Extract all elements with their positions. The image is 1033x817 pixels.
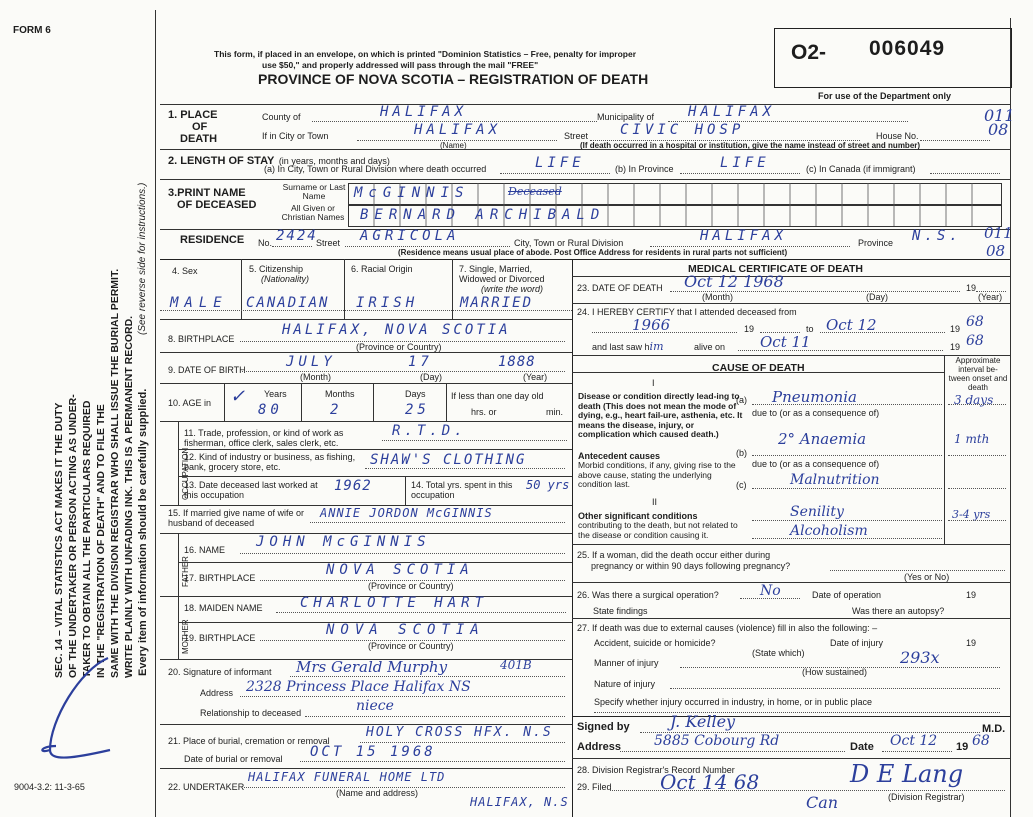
age-label: 10. AGE in [168,398,212,408]
to-century: 19 [950,324,961,334]
birthplace-label: 8. BIRTHPLACE [168,334,235,344]
mother-maiden-value: CHARLOTTE HART [300,595,489,611]
dod-label: 23. DATE OF DEATH [577,283,663,293]
cert-date-label: Date [850,741,874,753]
age-check: ✓ [230,386,246,407]
father-section: FATHER [181,556,190,587]
age-days: 25 [405,402,430,418]
envelope-note-2: use $50," and properly addressed will pass through the mail "FREE" [262,60,539,70]
mother-bp-caption: (Province or Country) [368,641,454,651]
due-to-2: due to (or as a consequence of) [752,459,880,469]
cause-b-value: 2° Anaemia [778,430,867,448]
residence-street-label: Street [316,238,341,248]
cert-address-label: Address [577,741,622,753]
race-value: IRISH [356,295,419,311]
c-marker: (c) [736,480,747,490]
residence-city: HALIFAX [700,228,788,244]
struck-text: Deceased [508,185,562,198]
relationship-value: niece [356,698,394,714]
signed-by-label: Signed by [577,721,630,733]
bottom-annotation: Can [806,793,839,812]
signed-by-value: J. Kelley [670,712,736,731]
other-text: contributing to the death, but not related to the disease or condition causing it. [578,520,738,540]
q24-label: 24. I HEREBY CERTIFY that I attended deceased from [577,307,797,317]
house-label: House No. [876,131,919,141]
informant-address-label: Address [200,688,234,698]
mother-bp-label: 19. BIRTHPLACE [184,633,256,643]
nature-label: Nature of injury [594,679,656,689]
dob-day-caption: (Day) [420,372,442,382]
given-value: BERNARD ARCHIBALD [360,207,606,223]
q14-label: 14. Total yrs. spent in this occupation [411,480,513,500]
alive-on-label: alive on [694,342,726,352]
roman-one: I [652,378,655,388]
years-label: Years [264,389,287,399]
antecedent-text: Morbid conditions, if any, giving rise to the above cause, stating the underlying condition last. [578,460,736,489]
relationship-label: Relationship to deceased [200,708,302,718]
accident-label: Accident, suicide or homicide? [594,638,716,648]
q11-value: R.T.D. [392,423,467,439]
envelope-note-1: This form, if placed in an envelope, on which is printed "Dominion Statistics – Free, penalty for improper [214,49,637,59]
manner-label: Manner of injury [594,658,659,668]
date-injury-label: Date of injury [830,638,884,648]
residence-no: 2424 [276,228,318,244]
undertaker-value: HALIFAX FUNERAL HOME LTD [248,770,446,784]
b-marker: (b) [736,448,747,458]
burial-place-value: HOLY CROSS HFX. N.S [366,725,553,740]
date-operation-label: Date of operation [812,590,882,600]
residence-city-label: City, Town or Rural Division [514,238,624,248]
dob-day: 17 [408,354,433,370]
municipality-label: Municipality of [597,112,655,122]
dob-month: JULY [286,354,336,370]
burial-date-label: Date of burial or removal [184,754,283,764]
stay-b-label: (b) In Province [615,164,674,174]
registrar-caption: (Division Registrar) [888,792,965,802]
residence-no-label: No. [258,238,273,248]
md-label: M.D. [982,723,1006,735]
reverse-side-note: (See reverse side for instructions.) [137,182,148,335]
other-cond-2: Alcoholism [790,523,868,539]
q29-label: 29. Filed [577,782,612,792]
mother-bp-value: NOVA SCOTIA [326,622,485,638]
other-interval: 3-4 yrs [952,508,991,521]
filed-value: Oct 14 68 [660,770,760,794]
disease-text: Disease or condition directly lead-ing to death (This does not mean the mode of dying, e.g., heart fail-ure, asthenia, etc. It means the disease, injury, or complication which caused death.) [578,391,743,439]
due-to-1: due to (or as a consequence of) [752,408,880,418]
reg-prefix: O2- [791,41,827,64]
surname-label: Surname or Last Name [282,182,346,201]
q26-answer: No [760,583,781,599]
age-years: 80 [258,402,283,418]
cause-header: CAUSE OF DEATH [712,362,805,374]
q27-label: 27. If death was due to external causes (violence) fill in also the following: – [577,623,878,633]
marital-value: MARRIED [460,295,534,311]
cert-date-value: Oct 12 [890,733,938,749]
sex-label: 4. Sex [172,266,198,276]
surname-value: McGINNIS [354,185,470,201]
q11-label: 11. Trade, profession, or kind of work as fisherman, office clerk, sales clerk, etc. [184,428,344,448]
last-saw-label: and last saw him [592,340,664,353]
form-title: PROVINCE OF NOVA SCOTIA – REGISTRATION OF DEATH [258,71,649,87]
print-code: 9004-3.2: 11-3-65 [14,782,85,792]
age-months: 2 [330,402,343,418]
other-cond-1: Senility [790,504,844,520]
specify-label: Specify whether injury occurred in industry, in home, or in public place [594,697,872,707]
father-bp-label: 17. BIRTHPLACE [184,573,256,583]
q15-label: 15. If married give name of wife or husband of deceased [168,508,305,528]
q28-label: 28. Division Registrar's Record Number [577,765,735,775]
municipality-value: HALIFAX [688,104,776,120]
to-year: 68 [966,314,984,330]
dob-year: 1888 [498,354,536,370]
father-bp-caption: (Province or Country) [368,581,454,591]
place-of-death-label: 1. PLACE OF DEATH [168,109,218,145]
from-century: 19 [744,324,755,334]
every-item-note: Every item of information should be carefully supplied. [137,388,149,676]
city-value: HALIFAX [414,122,502,138]
attended-from: 1966 [632,316,671,334]
dob-label: 9. DATE OF BIRTH [168,365,246,375]
reg-number: 006049 [869,37,946,60]
q15-value: ANNIE JORDON McGINNIS [320,506,493,520]
min-label: min. [546,407,564,417]
injury-century: 19 [966,638,977,648]
days-label: Days [405,389,426,399]
cause-b-interval: 1 mth [954,432,990,446]
undertaker-value-2: HALIFAX, N.S [470,795,569,809]
place-code-2: 08 [988,120,1009,139]
dod-century: 19 [966,283,977,293]
other-label: Other significant conditions [578,511,698,521]
yes-no-caption: (Yes or No) [904,572,950,582]
cause-c-value: Malnutrition [790,472,880,488]
county-value: HALIFAX [380,104,468,120]
q26-label: 26. Was there a surgical operation? [577,590,719,600]
lt-day-label: If less than one day old [451,391,544,401]
residence-province-label: Province [858,238,894,248]
place-code-1: 011 [984,106,1015,125]
cert-address-value: 5885 Cobourg Rd [654,733,780,749]
street-label: Street [564,131,589,141]
informant-address-value: 2328 Princess Place Halifax NS [246,679,471,695]
stay-b-value: LIFE [720,155,770,171]
undertaker-label: 22. UNDERTAKER [168,782,245,792]
residence-note: (Residence means usual place of abode. Post Office Address for residents in rural parts not sufficient) [398,248,788,257]
marital-label: 7. Single, Married, Widowed or Divorced (write the word) [459,264,545,294]
months-label: Months [325,389,355,399]
autopsy-label: Was there an autopsy? [852,606,945,616]
county-label: County of [262,112,301,122]
father-name-value: JOHN McGINNIS [256,534,431,550]
dob-month-caption: (Month) [300,372,332,382]
father-name-label: 16. NAME [184,545,226,555]
dod-year-caption: (Year) [978,292,1003,302]
handwritten-l-mark [20,650,120,770]
sec14-notice: SEC. 14 – VITAL STATISTICS ACT MAKES IT THE DUTY OF THE UNDERTAKER OR PERSON ACTING AS UNDER- TAKER TO OBTAIN ALL THE PARTICULARS REQUIRED IN THE "REGISTRATION OF DEATH" AND TO FILE THE SAME WITH THE DIVISION REGISTRAR WHO SHALL ISSUE THE BURIAL PERMIT. WRITE PLAINLY WITH UNFADING INK. THIS IS A PERMANENT RECORD. [53,268,135,678]
given-label: All Given or Christian Names [281,203,345,222]
stay-a-label: (a) In City, Town or Rural Division where death occurred [264,164,487,174]
birthplace-caption: (Province or Country) [356,342,442,352]
antecedent-label: Antecedent causes [578,451,661,461]
q12-label: 12. Kind of industry or business, as fishing, bank, grocery store, etc. [184,452,356,472]
last-year: 68 [966,333,984,349]
op-century: 19 [966,590,977,600]
name-caption: (Name) [440,141,467,150]
stay-a-value: LIFE [535,155,585,171]
residence-code-1: 011 [984,224,1013,242]
street-value: CIVIC HOSP [620,122,745,138]
dob-year-caption: (Year) [523,372,548,382]
dod-day-caption: (Day) [866,292,888,302]
q25-label: 25. If a woman, did the death occur either during [577,550,771,560]
hrs-label: hrs. or [471,407,497,417]
attended-to: Oct 12 [826,316,877,334]
informant-sig-value: Mrs Gerald Murphy [296,658,448,676]
birthplace-value: HALIFAX, NOVA SCOTIA [282,322,511,338]
dod-value: Oct 12 1968 [684,272,784,291]
occupation-section: OCCUPATION [181,447,190,500]
interval-header: Approximate interval be-tween onset and death [948,356,1008,392]
how-caption: (How sustained) [802,667,868,677]
residence-street: AGRICOLA [360,228,460,244]
mother-section: MOTHER [181,619,190,654]
race-label: 6. Racial Origin [351,264,413,274]
city-label: If in City or Town [262,131,329,141]
state-findings-label: State findings [593,606,648,616]
dod-month-caption: (Month) [702,292,734,302]
registrar-signature: D E Lang [850,760,964,788]
cause-code: 293x [900,648,940,667]
burial-date-value: OCT 15 1968 [310,744,436,760]
residence-province: N.S. [912,228,962,244]
sex-value: MALE [170,295,228,311]
mother-maiden-label: 18. MAIDEN NAME [184,603,263,613]
father-bp-value: NOVA SCOTIA [326,562,474,578]
citizenship-value: CANADIAN [246,295,330,311]
cause-a-interval: 3 days [954,393,994,407]
q13-label: 13. Date deceased last worked at this occupation [184,480,318,500]
a-marker: (a) [736,395,747,405]
cert-year-prefix: 19 [956,741,969,753]
stay-c-label: (c) In Canada (if immigrant) [806,164,916,174]
cert-year-value: 68 [972,733,990,749]
last-seen-date: Oct 11 [760,333,811,351]
state-which-caption: (State which) [752,648,805,658]
undertaker-caption: (Name and address) [336,788,419,798]
q13-value: 1962 [334,478,372,494]
form-number: FORM 6 [13,25,51,36]
dept-use-note: For use of the Department only [818,91,952,101]
length-of-stay-label: 2. LENGTH OF STAY (in years, months and days) [168,155,390,167]
residence-label: RESIDENCE [180,234,245,246]
q14-value: 50 yrs [526,478,570,492]
last-century: 19 [950,342,961,352]
residence-code-2: 08 [986,242,1006,260]
informant-sig-suffix: 401B [500,658,532,672]
roman-two: II [652,497,658,507]
to-word: to [806,324,814,334]
q12-value: SHAW'S CLOTHING [370,452,527,468]
hospital-note: (If death occurred in a hospital or institution, give the name instead of street and number) [580,141,921,150]
print-name-label: 3.PRINT NAME OF DECEASED [168,187,257,211]
burial-place-label: 21. Place of burial, cremation or removal [168,736,330,746]
cause-a-value: Pneumonia [772,388,857,406]
informant-sig-label: 20. Signature of informant [168,667,272,677]
q25-line2: pregnancy or within 90 days following pregnancy? [591,561,791,571]
registration-number-box [774,28,1012,88]
citizenship-label: 5. Citizenship (Nationality) [249,264,310,284]
medical-header: MEDICAL CERTIFICATE OF DEATH [688,263,863,275]
